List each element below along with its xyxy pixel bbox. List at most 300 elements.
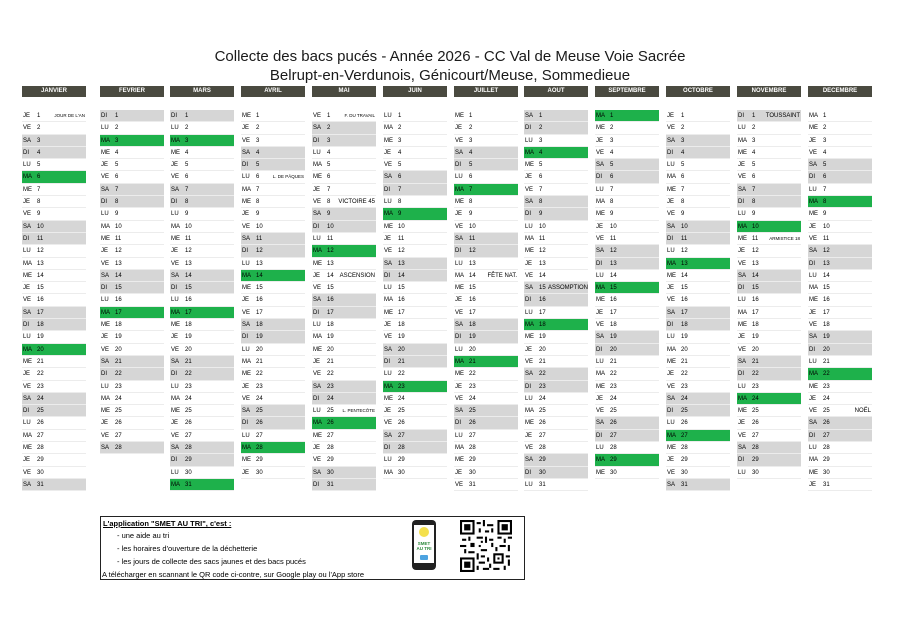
weekday-abbr: DI (171, 285, 177, 292)
weekday-abbr: SA (171, 358, 180, 365)
day-number: 1 (610, 113, 614, 119)
day-number: 26 (115, 420, 122, 427)
day-row (383, 430, 447, 442)
weekday-abbr: VE (809, 408, 818, 415)
day-row (808, 159, 872, 171)
day-row (595, 282, 659, 294)
day-row (808, 381, 872, 393)
day-row (524, 233, 588, 245)
weekday-abbr: JE (384, 149, 392, 156)
day-row (666, 270, 730, 282)
day-number: 24 (469, 395, 476, 402)
day-number: 16 (681, 297, 688, 304)
weekday-abbr: VE (596, 408, 605, 415)
weekday-abbr: VE (313, 285, 322, 292)
day-number: 24 (185, 395, 192, 402)
day-number: 5 (256, 162, 260, 169)
weekday-abbr: ME (596, 211, 605, 218)
day-number: 7 (469, 186, 473, 193)
weekday-abbr: VE (525, 445, 534, 452)
day-number: 17 (115, 309, 122, 316)
day-row (595, 356, 659, 368)
weekday-abbr: JE (809, 309, 817, 316)
weekday-abbr: MA (455, 272, 464, 279)
day-row (100, 208, 164, 220)
weekday-abbr: VE (384, 162, 393, 169)
day-row (22, 110, 86, 122)
day-row (524, 368, 588, 380)
day-row (808, 122, 872, 134)
weekday-abbr: JE (242, 125, 250, 132)
day-number: 29 (37, 457, 44, 464)
day-number: 24 (610, 395, 617, 402)
day-row (312, 467, 376, 479)
day-row (524, 381, 588, 393)
day-row (170, 467, 234, 479)
weekday-abbr: VE (525, 186, 534, 193)
weekday-abbr: LU (667, 248, 675, 255)
weekday-abbr: JE (455, 125, 463, 132)
day-number: 6 (823, 174, 827, 181)
weekday-abbr: LU (525, 481, 533, 488)
weekday-abbr: LU (738, 297, 746, 304)
weekday-abbr: DI (313, 137, 319, 144)
day-number: 1 (469, 113, 473, 119)
day-number: 2 (37, 125, 41, 132)
day-number: 11 (115, 235, 122, 242)
weekday-abbr: LU (313, 322, 321, 329)
day-row (383, 454, 447, 466)
day-number: 24 (681, 395, 688, 402)
day-number: 18 (327, 322, 334, 329)
day-number: 22 (610, 371, 617, 378)
day-row (666, 294, 730, 306)
day-number: 19 (327, 334, 334, 341)
day-row (737, 393, 801, 405)
day-number: 25 (115, 408, 122, 415)
day-row (595, 454, 659, 466)
holiday-label: ASCENSION (339, 272, 375, 279)
day-row (808, 331, 872, 343)
weekday-abbr: MA (384, 469, 393, 476)
day-number: 14 (610, 272, 617, 279)
weekday-abbr: LU (101, 211, 109, 218)
month-column (100, 86, 164, 454)
day-row (666, 159, 730, 171)
weekday-abbr: MA (23, 260, 32, 267)
weekday-abbr: SA (525, 285, 534, 292)
month-column (383, 86, 447, 479)
weekday-abbr: MA (101, 223, 110, 230)
day-number: 11 (681, 235, 688, 242)
weekday-abbr: SA (738, 445, 747, 452)
day-number: 24 (327, 395, 334, 402)
weekday-abbr: DI (596, 432, 602, 439)
day-number: 19 (185, 334, 192, 341)
day-row (22, 122, 86, 134)
day-number: 20 (469, 346, 476, 353)
weekday-abbr: JE (455, 297, 463, 304)
day-number: 27 (610, 432, 617, 439)
weekday-abbr: LU (596, 358, 604, 365)
day-row (241, 430, 305, 442)
weekday-abbr: LU (809, 358, 817, 365)
weekday-abbr: ME (101, 408, 110, 415)
day-number: 21 (115, 358, 122, 365)
day-row (666, 356, 730, 368)
day-number: 2 (115, 125, 119, 132)
weekday-abbr: JE (738, 248, 746, 255)
day-row (100, 405, 164, 417)
day-row (312, 184, 376, 196)
weekday-abbr: DI (23, 149, 29, 156)
day-number: 18 (398, 322, 405, 329)
day-row (454, 184, 518, 196)
weekday-abbr: VE (455, 223, 464, 230)
day-number: 29 (185, 457, 192, 464)
weekday-abbr: MA (455, 186, 464, 193)
day-number: 15 (327, 285, 334, 292)
day-row (100, 430, 164, 442)
day-row (737, 356, 801, 368)
day-number: 28 (752, 445, 759, 452)
day-row (383, 344, 447, 356)
day-number: 30 (539, 469, 546, 476)
weekday-abbr: ME (384, 137, 393, 144)
day-number: 25 (256, 408, 263, 415)
weekday-abbr: MA (738, 309, 747, 316)
day-row (383, 368, 447, 380)
day-row (383, 184, 447, 196)
weekday-abbr: VE (23, 297, 32, 304)
weekday-abbr: SA (313, 297, 322, 304)
day-number: 29 (539, 457, 546, 464)
day-row (241, 381, 305, 393)
day-number: 30 (398, 469, 405, 476)
day-row (524, 356, 588, 368)
weekday-abbr: LU (525, 223, 533, 230)
day-number: 2 (610, 125, 614, 132)
day-number: 12 (539, 248, 546, 255)
day-row (100, 245, 164, 257)
day-row (170, 245, 234, 257)
day-row (241, 270, 305, 282)
day-row (100, 110, 164, 122)
day-row (241, 135, 305, 147)
weekday-abbr: SA (101, 272, 110, 279)
day-number: 15 (398, 285, 405, 292)
day-row (808, 430, 872, 442)
weekday-abbr: MA (23, 432, 32, 439)
weekday-abbr: SA (313, 211, 322, 218)
holiday-label: TOUSSAINT (765, 113, 800, 119)
day-number: 26 (823, 420, 830, 427)
day-row (241, 171, 305, 183)
weekday-abbr: ME (738, 408, 747, 415)
day-number: 18 (681, 322, 688, 329)
weekday-abbr: VE (101, 432, 110, 439)
weekday-abbr: SA (171, 272, 180, 279)
weekday-abbr: JE (23, 457, 31, 464)
day-row (241, 258, 305, 270)
day-row (666, 171, 730, 183)
weekday-abbr: ME (242, 285, 251, 292)
day-row (170, 135, 234, 147)
day-number: 26 (610, 420, 617, 427)
weekday-abbr: ME (809, 297, 818, 304)
day-number: 23 (610, 383, 617, 390)
weekday-abbr: JE (171, 420, 179, 427)
day-row (737, 430, 801, 442)
day-number: 8 (539, 199, 543, 206)
weekday-abbr: VE (455, 309, 464, 316)
day-number: 12 (327, 248, 334, 255)
day-row (312, 319, 376, 331)
day-row (808, 135, 872, 147)
weekday-abbr: MA (242, 358, 251, 365)
weekday-abbr: SA (23, 395, 32, 402)
day-row (100, 319, 164, 331)
weekday-abbr: DI (525, 125, 531, 132)
day-number: 15 (37, 285, 44, 292)
weekday-abbr: DI (23, 322, 29, 329)
weekday-abbr: SA (23, 481, 32, 488)
day-number: 3 (539, 137, 543, 144)
day-number: 16 (752, 297, 759, 304)
day-number: 18 (752, 322, 759, 329)
weekday-abbr: ME (667, 186, 676, 193)
day-number: 22 (37, 371, 44, 378)
day-number: 6 (327, 174, 331, 181)
weekday-abbr: DI (313, 309, 319, 316)
day-number: 5 (610, 162, 614, 169)
weekday-abbr: ME (313, 346, 322, 353)
day-row (22, 393, 86, 405)
day-number: 28 (681, 445, 688, 452)
weekday-abbr: VE (242, 395, 251, 402)
weekday-abbr: DI (171, 371, 177, 378)
day-number: 23 (256, 383, 263, 390)
day-row (737, 122, 801, 134)
weekday-abbr: DI (667, 149, 673, 156)
day-number: 12 (469, 248, 476, 255)
month-column (524, 86, 588, 491)
weekday-abbr: DI (171, 457, 177, 464)
day-row (22, 454, 86, 466)
weekday-abbr: MA (596, 457, 605, 464)
day-row (22, 430, 86, 442)
day-row (170, 110, 234, 122)
weekday-abbr: MA (667, 346, 676, 353)
day-number: 4 (185, 149, 189, 156)
day-number: 3 (469, 137, 473, 144)
weekday-abbr: DI (242, 162, 248, 169)
day-row (808, 184, 872, 196)
day-row (383, 405, 447, 417)
weekday-abbr: DI (809, 174, 815, 181)
day-row (666, 319, 730, 331)
day-number: 8 (823, 199, 827, 206)
weekday-abbr: LU (525, 395, 533, 402)
day-number: 6 (256, 174, 260, 181)
day-number: 21 (681, 358, 688, 365)
day-number: 14 (823, 272, 830, 279)
day-row (524, 221, 588, 233)
day-number: 24 (823, 395, 830, 402)
holiday-label: F. DU TRAVAIL (344, 113, 375, 118)
day-number: 8 (185, 199, 189, 206)
weekday-abbr: DI (23, 408, 29, 415)
day-row (170, 381, 234, 393)
day-number: 29 (327, 457, 334, 464)
day-number: 7 (681, 186, 685, 193)
day-number: 27 (752, 432, 759, 439)
weekday-abbr: DI (525, 297, 531, 304)
weekday-abbr: DI (738, 457, 744, 464)
day-number: 12 (752, 248, 759, 255)
day-number: 23 (752, 383, 759, 390)
weekday-abbr: ME (525, 420, 534, 427)
day-number: 19 (469, 334, 476, 341)
day-number: 2 (256, 125, 260, 132)
weekday-abbr: MA (101, 309, 110, 316)
weekday-abbr: LU (525, 137, 533, 144)
day-row (666, 479, 730, 491)
day-number: 5 (398, 162, 402, 169)
day-number: 20 (681, 346, 688, 353)
day-number: 5 (469, 162, 473, 169)
day-row (666, 393, 730, 405)
month-header: JUIN (383, 86, 447, 97)
day-row (100, 171, 164, 183)
weekday-abbr: ME (23, 272, 32, 279)
weekday-abbr: ME (738, 149, 747, 156)
day-row (241, 208, 305, 220)
day-number: 19 (610, 334, 617, 341)
weekday-abbr: JE (738, 162, 746, 169)
day-number: 19 (398, 334, 405, 341)
day-row (241, 122, 305, 134)
day-row (737, 159, 801, 171)
month-column (241, 86, 305, 479)
day-number: 3 (115, 137, 119, 144)
day-row (666, 331, 730, 343)
day-row (524, 110, 588, 122)
weekday-abbr: JE (23, 113, 31, 119)
day-number: 14 (539, 272, 546, 279)
day-number: 25 (398, 408, 405, 415)
day-number: 22 (185, 371, 192, 378)
weekday-abbr: LU (809, 186, 817, 193)
weekday-abbr: SA (667, 137, 676, 144)
weekday-abbr: MA (525, 235, 534, 242)
day-number: 30 (185, 469, 192, 476)
day-row (241, 331, 305, 343)
day-row (100, 233, 164, 245)
day-row (241, 368, 305, 380)
day-row (454, 135, 518, 147)
day-row (808, 110, 872, 122)
day-number: 26 (681, 420, 688, 427)
weekday-abbr: DI (242, 334, 248, 341)
day-number: 28 (398, 445, 405, 452)
day-number: 23 (37, 383, 44, 390)
weekday-abbr: ME (171, 322, 180, 329)
day-number: 13 (752, 260, 759, 267)
app-logo: SMET AU TRI (416, 541, 432, 551)
day-number: 13 (398, 260, 405, 267)
smiley-icon (419, 527, 429, 537)
day-number: 6 (37, 174, 41, 181)
day-row (170, 208, 234, 220)
day-number: 19 (37, 334, 44, 341)
day-number: 22 (327, 371, 334, 378)
weekday-abbr: MA (171, 481, 180, 488)
weekday-abbr: SA (738, 272, 747, 279)
day-number: 9 (681, 211, 685, 218)
weekday-abbr: JE (525, 260, 533, 267)
day-number: 29 (823, 457, 830, 464)
day-row (737, 344, 801, 356)
day-row (170, 356, 234, 368)
weekday-abbr: JE (101, 334, 109, 341)
day-number: 28 (610, 445, 617, 452)
day-row (808, 319, 872, 331)
day-number: 9 (752, 211, 756, 218)
day-number: 9 (37, 211, 41, 218)
day-row (383, 381, 447, 393)
day-row (666, 467, 730, 479)
weekday-abbr: MA (313, 162, 322, 169)
day-number: 11 (185, 235, 192, 242)
day-number: 23 (115, 383, 122, 390)
weekday-abbr: DI (667, 322, 673, 329)
weekday-abbr: JE (384, 408, 392, 415)
weekday-abbr: SA (384, 174, 393, 181)
day-row (100, 147, 164, 159)
weekday-abbr: JE (455, 383, 463, 390)
weekday-abbr: SA (23, 223, 32, 230)
day-row (595, 233, 659, 245)
holiday-label: ASSOMPTION (548, 285, 589, 292)
day-number: 17 (256, 309, 263, 316)
day-number: 6 (115, 174, 119, 181)
day-row (241, 110, 305, 122)
day-row (312, 331, 376, 343)
day-number: 31 (37, 481, 44, 488)
day-number: 16 (256, 297, 263, 304)
weekday-abbr: LU (242, 260, 250, 267)
holiday-label: VICTOIRE 45 (338, 199, 375, 206)
day-row (22, 245, 86, 257)
weekday-abbr: JE (596, 309, 604, 316)
weekday-abbr: DI (384, 272, 390, 279)
weekday-abbr: SA (667, 395, 676, 402)
day-row (524, 319, 588, 331)
day-row (454, 454, 518, 466)
day-number: 17 (539, 309, 546, 316)
day-number: 11 (823, 235, 830, 242)
day-row (524, 479, 588, 491)
day-row (22, 467, 86, 479)
weekday-abbr: VE (23, 211, 32, 218)
day-number: 5 (539, 162, 543, 169)
day-number: 18 (37, 322, 44, 329)
day-number: 7 (823, 186, 827, 193)
day-row (241, 196, 305, 208)
day-row (737, 417, 801, 429)
weekday-abbr: DI (809, 260, 815, 267)
